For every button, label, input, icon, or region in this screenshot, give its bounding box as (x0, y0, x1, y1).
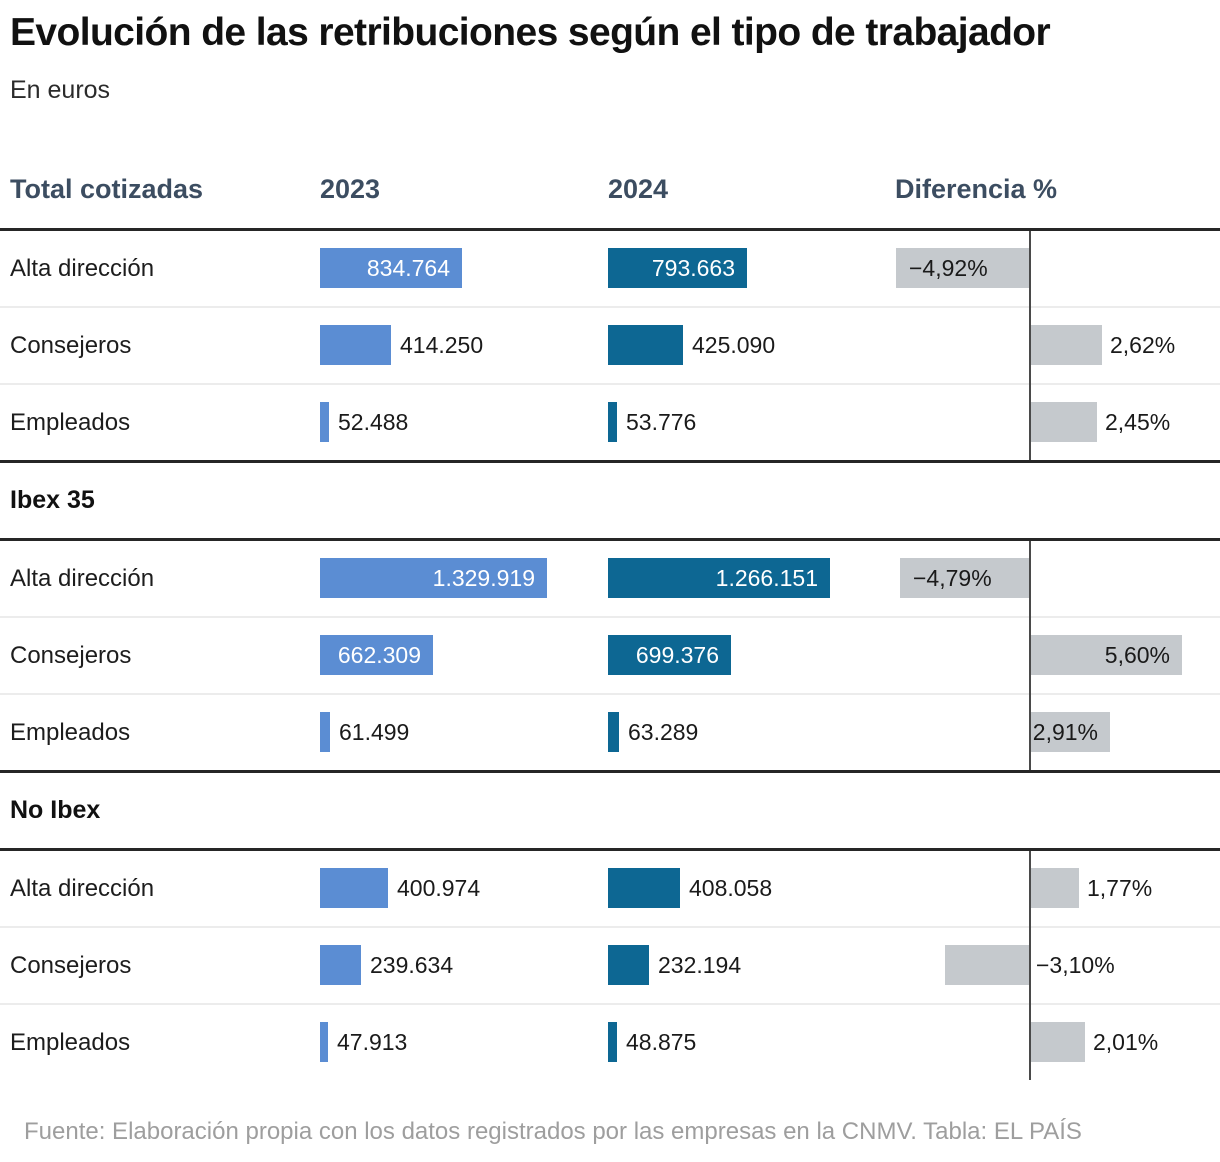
diff-value: −4,92% (909, 255, 988, 281)
diff-value: 2,01% (1093, 1029, 1159, 1055)
bar-value-2023: 61.499 (339, 719, 410, 745)
row-label: Consejeros (10, 952, 132, 979)
column-header-row (0, 174, 1220, 206)
diff-value: −4,79% (913, 565, 992, 591)
diff-value: 2,62% (1110, 332, 1176, 358)
source-credit: Fuente: Elaboración propia con los datos registrados por las empresas en la CNMV. Tabla: EL PAÍS (24, 1118, 1082, 1145)
bar-value-2023: 239.634 (370, 952, 454, 978)
bar-2023 (320, 868, 388, 908)
diff-value: 2,91% (1032, 719, 1098, 745)
row-label: Empleados (10, 719, 131, 746)
row-label: Alta dirección (10, 875, 155, 902)
section-rows (0, 541, 1220, 770)
section-title: No Ibex (10, 796, 101, 824)
bar-2024 (608, 868, 680, 908)
bar-value-2023: 47.913 (337, 1029, 408, 1055)
bar-value-2023: 414.250 (400, 332, 484, 358)
table-row (0, 385, 1220, 460)
row-label: Alta dirección (10, 255, 155, 282)
bar-diff (1031, 1022, 1085, 1062)
table-row (0, 695, 1220, 770)
bar-2024 (608, 402, 617, 442)
bar-value-2023: 1.329.919 (432, 565, 535, 591)
bar-value-2024: 425.090 (692, 332, 776, 358)
diff-value: 2,45% (1105, 409, 1171, 435)
section-rows (0, 851, 1220, 1080)
bar-value-2024: 53.776 (626, 409, 697, 435)
row-label: Empleados (10, 409, 131, 436)
column-header-diferencia: Diferencia % (895, 174, 1058, 204)
diff-value: 5,60% (1104, 642, 1170, 668)
bar-2024 (608, 325, 683, 365)
bar-value-2024: 48.875 (626, 1029, 697, 1055)
bar-diff (1031, 868, 1079, 908)
table-row (0, 1005, 1220, 1080)
bar-value-2023: 400.974 (397, 875, 481, 901)
bar-value-2024: 1.266.151 (715, 565, 818, 591)
bar-value-2024: 232.194 (658, 952, 742, 978)
bar-2023 (320, 945, 361, 985)
bar-value-2024: 408.058 (689, 875, 773, 901)
section-title: Ibex 35 (10, 486, 95, 514)
column-header-2023: 2023 (320, 174, 381, 204)
bar-value-2024: 793.663 (651, 255, 735, 281)
chart-subtitle: En euros (10, 76, 111, 104)
row-label: Consejeros (10, 332, 132, 359)
bar-2024 (608, 945, 649, 985)
bar-value-2024: 63.289 (628, 719, 699, 745)
bar-value-2023: 662.309 (337, 642, 421, 668)
table-row (0, 851, 1220, 926)
bar-value-2023: 834.764 (366, 255, 450, 281)
section-rows (0, 231, 1220, 460)
bar-2023 (320, 325, 391, 365)
bar-value-2023: 52.488 (338, 409, 409, 435)
bar-2024 (608, 1022, 617, 1062)
bar-2023 (320, 402, 329, 442)
table-row (0, 541, 1220, 616)
bar-2023 (320, 1022, 328, 1062)
table-row (0, 928, 1220, 1003)
bar-value-2024: 699.376 (635, 642, 719, 668)
row-label: Empleados (10, 1029, 131, 1056)
diff-value: 1,77% (1087, 875, 1153, 901)
bar-diff (945, 945, 1029, 985)
table-row (0, 308, 1220, 383)
row-label: Consejeros (10, 642, 132, 669)
column-header-total-cotizadas: Total cotizadas (10, 174, 204, 204)
bar-table (0, 228, 1220, 1080)
table-row (0, 618, 1220, 693)
table-row (0, 231, 1220, 306)
bar-diff (1031, 325, 1102, 365)
row-label: Alta dirección (10, 565, 155, 592)
bar-2024 (608, 712, 619, 752)
bar-diff (1031, 402, 1097, 442)
bar-2023 (320, 712, 330, 752)
chart-title: Evolución de las retribuciones según el tipo de trabajador (10, 11, 1051, 54)
diff-value: −3,10% (1036, 952, 1115, 978)
column-header-2024: 2024 (608, 174, 669, 204)
